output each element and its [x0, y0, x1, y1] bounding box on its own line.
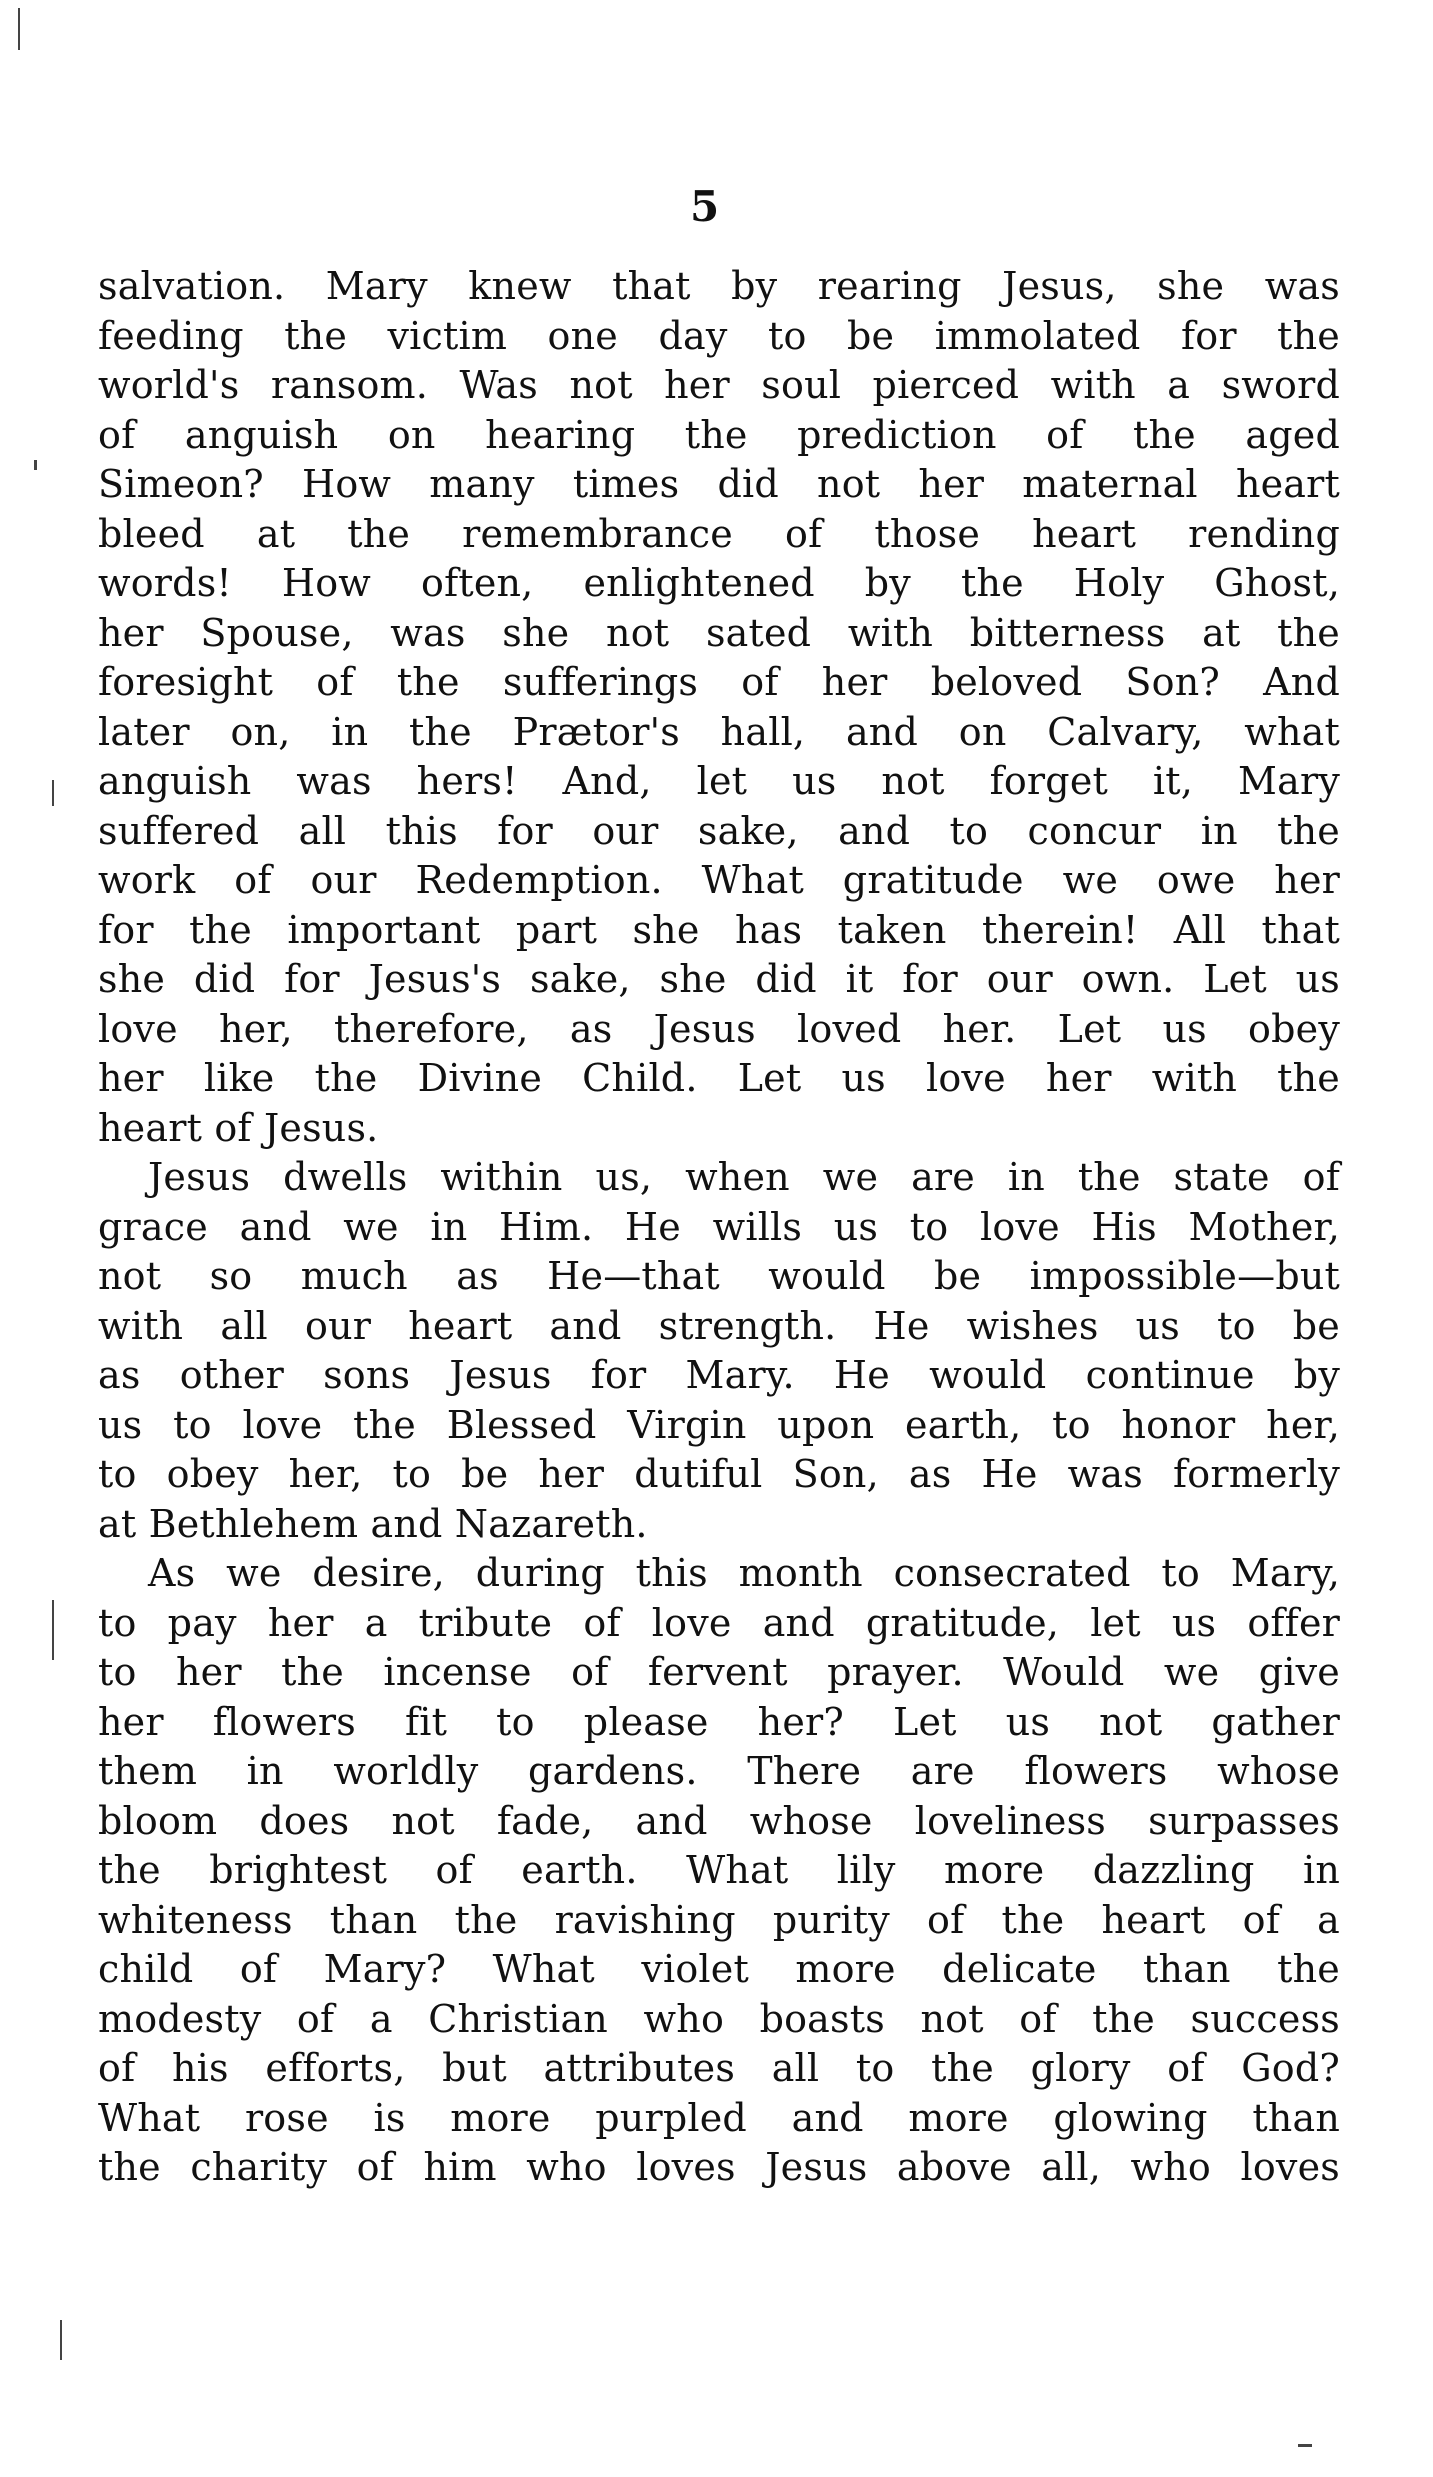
text-line: world's ransom. Was not her soul pierced with a sword	[98, 363, 1340, 407]
text-line: the charity of him who loves Jesus above all, who loves	[98, 2145, 1340, 2189]
text-line: us to love the Blessed Virgin upon earth, to honor her,	[98, 1402, 1340, 1447]
scan-mark	[52, 780, 54, 806]
scan-mark	[18, 8, 20, 50]
text-line: grace and we in Him. He wills us to love His Mother,	[98, 1204, 1340, 1249]
body-text	[98, 262, 1340, 2193]
text-line: love her, therefore, as Jesus loved her. Let us obey	[98, 1006, 1340, 1051]
text-line: Simeon? How many times did not her maternal heart	[98, 462, 1340, 506]
text-line: modesty of a Christian who boasts not of the success	[98, 1996, 1340, 2041]
text-line: What rose is more purpled and more glowing than	[98, 2095, 1340, 2140]
text-line: Jesus dwells within us, when we are in the state of	[148, 1155, 1340, 1199]
text-line: with all our heart and strength. He wishes us to be	[98, 1303, 1340, 1348]
text-line: for the important part she has taken therein! All that	[98, 907, 1340, 952]
text-line: to obey her, to be her dutiful Son, as He was formerly	[98, 1452, 1340, 1496]
text-line: she did for Jesus's sake, she did it for our own. Let us	[98, 957, 1340, 1001]
text-line: foresight of the sufferings of her beloved Son? And	[98, 660, 1340, 704]
text-line: later on, in the Prætor's hall, and on Calvary, what	[98, 709, 1340, 754]
scan-mark	[1298, 2444, 1312, 2447]
text-line: bloom does not fade, and whose loveliness surpasses	[98, 1798, 1340, 1843]
text-line: as other sons Jesus for Mary. He would continue by	[98, 1353, 1340, 1397]
text-line: work of our Redemption. What gratitude we owe her	[98, 858, 1340, 902]
paragraph-1	[98, 262, 1340, 1153]
text-line: bleed at the remembrance of those heart rending	[98, 511, 1340, 556]
text-line: of his efforts, but attributes all to the glory of God?	[98, 2046, 1340, 2090]
text-line: at Bethlehem and Nazareth.	[98, 1501, 648, 1546]
text-line: of anguish on hearing the prediction of the aged	[98, 412, 1340, 457]
text-line: to her the incense of fervent prayer. Would we give	[98, 1650, 1340, 1694]
text-line: to pay her a tribute of love and gratitude, let us offer	[98, 1600, 1340, 1645]
text-line: suffered all this for our sake, and to concur in the	[98, 808, 1340, 853]
scan-mark	[34, 460, 37, 470]
paragraph-2	[98, 1153, 1340, 1549]
text-line: her like the Divine Child. Let us love her with the	[98, 1056, 1340, 1100]
text-line: salvation. Mary knew that by rearing Jesus, she was	[98, 264, 1340, 308]
scan-mark	[60, 2320, 62, 2360]
text-line: her Spouse, was she not sated with bitterness at the	[98, 610, 1340, 655]
text-line: words! How often, enlightened by the Holy Ghost,	[98, 561, 1340, 605]
text-line: the brightest of earth. What lily more dazzling in	[98, 1848, 1340, 1892]
text-line: her flowers fit to please her? Let us not gather	[98, 1699, 1340, 1744]
scan-mark	[52, 1600, 54, 1660]
text-line: feeding the victim one day to be immolated for the	[98, 313, 1340, 358]
text-line: them in worldly gardens. There are flowers whose	[98, 1749, 1340, 1793]
text-line: As we desire, during this month consecrated to Mary,	[148, 1551, 1340, 1595]
paragraph-3	[98, 1549, 1340, 2193]
text-line: not so much as He—that would be impossible—but	[98, 1254, 1340, 1298]
text-line: anguish was hers! And, let us not forget it, Mary	[98, 759, 1340, 803]
text-line: child of Mary? What violet more delicate than the	[98, 1947, 1340, 1991]
text-line: whiteness than the ravishing purity of the heart of a	[98, 1897, 1340, 1942]
text-line: heart of Jesus.	[98, 1105, 379, 1150]
page-number: 5	[690, 182, 720, 231]
